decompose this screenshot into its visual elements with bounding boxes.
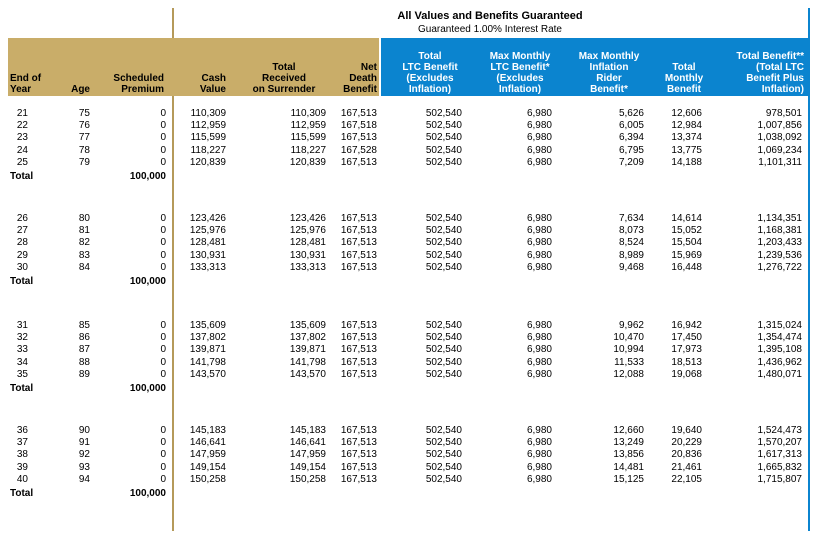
total-benefit-plus-cell: 1,354,474 <box>757 332 802 344</box>
total-ltc-benefit-cell: 502,540 <box>425 213 462 224</box>
total-monthly-benefit-cell: 20,229 <box>671 437 702 449</box>
total-ltc-benefit-cell: 502,540 <box>425 261 462 273</box>
header-max-monthly-ltc: Max Monthly LTC Benefit* (Excludes Inflation) <box>489 51 551 95</box>
cash-value-cell: 130,931 <box>189 249 226 261</box>
total-benefit-plus-cell: 1,570,207 <box>757 437 802 449</box>
total-ltc-benefit-cell: 502,540 <box>425 156 462 168</box>
table-row <box>0 332 830 344</box>
total-received-cell: 146,641 <box>289 437 326 449</box>
max-monthly-ltc-cell: 6,980 <box>526 237 552 249</box>
net-death-benefit-cell: 167,513 <box>340 437 377 449</box>
table-row <box>0 462 830 474</box>
total-ltc-benefit-cell: 502,540 <box>425 473 462 485</box>
table-row <box>0 108 830 120</box>
end-of-year-cell: 39 <box>16 461 28 473</box>
max-monthly-ltc-cell: 6,980 <box>526 225 552 237</box>
scheduled-premium-cell: 0 <box>160 425 166 436</box>
inflation-rider-benefit-cell: 12,088 <box>613 368 644 380</box>
table-title: All Values and Benefits Guaranteed <box>397 10 583 22</box>
end-of-year-cell: 37 <box>16 437 28 449</box>
inflation-rider-benefit-cell: 15,125 <box>613 473 644 485</box>
cash-value-cell: 128,481 <box>189 237 226 249</box>
inflation-rider-benefit-cell: 13,249 <box>613 437 644 449</box>
total-benefit-plus-cell: 1,617,313 <box>757 449 802 461</box>
end-of-year-cell: 36 <box>16 425 28 436</box>
net-death-benefit-cell: 167,513 <box>340 237 377 249</box>
total-benefit-plus-cell: 1,436,962 <box>757 356 802 368</box>
header-end-of-year: End of Year <box>10 73 42 95</box>
cash-value-cell: 115,599 <box>190 132 226 144</box>
net-death-benefit-cell: 167,513 <box>340 332 377 344</box>
total-monthly-benefit-cell: 20,836 <box>671 449 702 461</box>
total-ltc-benefit-cell: 502,540 <box>425 449 462 461</box>
cash-value-cell: 133,313 <box>189 261 226 273</box>
max-monthly-ltc-cell: 6,980 <box>526 344 552 356</box>
total-benefit-plus-cell: 1,038,092 <box>757 132 802 144</box>
total-received-cell: 115,599 <box>290 132 326 144</box>
total-label: Total <box>10 383 34 394</box>
total-received-cell: 125,976 <box>289 225 326 237</box>
total-monthly-benefit-cell: 19,640 <box>671 425 702 436</box>
table-row <box>0 120 830 132</box>
net-death-benefit-cell: 167,513 <box>340 213 377 224</box>
max-monthly-ltc-cell: 6,980 <box>526 332 552 344</box>
total-benefit-plus-cell: 1,134,351 <box>757 213 802 224</box>
end-of-year-cell: 34 <box>16 356 28 368</box>
cash-value-cell: 141,798 <box>189 356 226 368</box>
total-monthly-benefit-cell: 16,448 <box>671 261 702 273</box>
total-received-cell: 112,959 <box>290 120 326 132</box>
total-ltc-benefit-cell: 502,540 <box>425 425 462 436</box>
scheduled-premium-cell: 0 <box>160 237 166 249</box>
inflation-rider-benefit-cell: 5,626 <box>618 108 644 119</box>
scheduled-premium-cell: 0 <box>160 332 166 344</box>
max-monthly-ltc-cell: 6,980 <box>526 108 552 119</box>
scheduled-premium-cell: 0 <box>160 356 166 368</box>
cash-value-cell: 143,570 <box>189 368 226 380</box>
table-row <box>0 344 830 356</box>
age-cell: 90 <box>78 425 90 436</box>
scheduled-premium-cell: 0 <box>160 449 166 461</box>
age-cell: 78 <box>78 144 90 156</box>
net-death-benefit-cell: 167,513 <box>340 344 377 356</box>
inflation-rider-benefit-cell: 14,481 <box>613 461 644 473</box>
age-cell: 82 <box>78 237 90 249</box>
max-monthly-ltc-cell: 6,980 <box>526 449 552 461</box>
total-ltc-benefit-cell: 502,540 <box>425 249 462 261</box>
total-ltc-benefit-cell: 502,540 <box>425 332 462 344</box>
total-monthly-benefit-cell: 12,984 <box>671 120 702 132</box>
end-of-year-cell: 31 <box>16 320 28 331</box>
cash-value-cell: 147,959 <box>189 449 226 461</box>
net-death-benefit-cell: 167,518 <box>340 120 377 132</box>
age-cell: 93 <box>78 461 90 473</box>
total-monthly-benefit-cell: 17,973 <box>671 344 702 356</box>
header-total-benefit-plus-inflation: Total Benefit** (Total LTC Benefit Plus Inflation) <box>736 51 804 95</box>
total-monthly-benefit-cell: 12,606 <box>671 108 702 119</box>
inflation-rider-benefit-cell: 7,634 <box>618 213 644 224</box>
total-benefit-plus-cell: 1,276,722 <box>757 261 802 273</box>
end-of-year-cell: 32 <box>16 332 28 344</box>
header-total-ltc-benefit: Total LTC Benefit (Excludes Inflation) <box>402 51 458 95</box>
total-ltc-benefit-cell: 502,540 <box>425 237 462 249</box>
end-of-year-cell: 35 <box>16 368 28 380</box>
total-monthly-benefit-cell: 15,969 <box>671 249 702 261</box>
total-received-cell: 133,313 <box>289 261 326 273</box>
inflation-rider-benefit-cell: 13,856 <box>613 449 644 461</box>
total-benefit-plus-cell: 1,524,473 <box>757 425 802 436</box>
net-death-benefit-cell: 167,513 <box>340 356 377 368</box>
total-ltc-benefit-cell: 502,540 <box>425 108 462 119</box>
max-monthly-ltc-cell: 6,980 <box>526 261 552 273</box>
inflation-rider-benefit-cell: 8,524 <box>618 237 644 249</box>
total-benefit-plus-cell: 1,665,832 <box>757 461 802 473</box>
age-cell: 75 <box>78 108 90 119</box>
max-monthly-ltc-cell: 6,980 <box>526 368 552 380</box>
inflation-rider-benefit-cell: 7,209 <box>618 156 644 168</box>
end-of-year-cell: 33 <box>16 344 28 356</box>
max-monthly-ltc-cell: 6,980 <box>526 437 552 449</box>
end-of-year-cell: 26 <box>16 213 28 224</box>
net-death-benefit-cell: 167,513 <box>340 368 377 380</box>
total-premium-value: 100,000 <box>129 383 166 394</box>
end-of-year-cell: 28 <box>16 237 28 249</box>
inflation-rider-benefit-cell: 11,533 <box>614 356 644 368</box>
scheduled-premium-cell: 0 <box>160 249 166 261</box>
table-row <box>0 225 830 237</box>
age-cell: 84 <box>78 261 90 273</box>
total-benefit-plus-cell: 1,203,433 <box>757 237 802 249</box>
net-death-benefit-cell: 167,513 <box>340 108 377 119</box>
age-cell: 92 <box>78 449 90 461</box>
total-monthly-benefit-cell: 22,105 <box>671 473 702 485</box>
inflation-rider-benefit-cell: 6,394 <box>618 132 644 144</box>
total-monthly-benefit-cell: 15,052 <box>671 225 702 237</box>
net-death-benefit-cell: 167,513 <box>340 225 377 237</box>
total-received-cell: 130,931 <box>289 249 326 261</box>
total-benefit-plus-cell: 978,501 <box>765 108 802 119</box>
total-benefit-plus-cell: 1,101,311 <box>758 156 802 168</box>
end-of-year-cell: 29 <box>16 249 28 261</box>
max-monthly-ltc-cell: 6,980 <box>526 156 552 168</box>
age-cell: 86 <box>78 332 90 344</box>
net-death-benefit-cell: 167,513 <box>340 249 377 261</box>
table-row <box>0 213 830 225</box>
total-received-cell: 141,798 <box>289 356 326 368</box>
total-ltc-benefit-cell: 502,540 <box>425 344 462 356</box>
max-monthly-ltc-cell: 6,980 <box>526 320 552 331</box>
max-monthly-ltc-cell: 6,980 <box>526 425 552 436</box>
table-row <box>0 237 830 249</box>
total-received-cell: 137,802 <box>289 332 326 344</box>
max-monthly-ltc-cell: 6,980 <box>526 356 552 368</box>
end-of-year-cell: 30 <box>16 261 28 273</box>
scheduled-premium-cell: 0 <box>160 225 166 237</box>
end-of-year-cell: 22 <box>16 120 28 132</box>
net-death-benefit-cell: 167,513 <box>340 132 377 144</box>
end-of-year-cell: 24 <box>16 144 28 156</box>
total-benefit-plus-cell: 1,395,108 <box>757 344 802 356</box>
table-row <box>0 474 830 486</box>
total-monthly-benefit-cell: 19,068 <box>671 368 702 380</box>
max-monthly-ltc-cell: 6,980 <box>526 461 552 473</box>
total-received-cell: 139,871 <box>289 344 326 356</box>
net-death-benefit-cell: 167,513 <box>340 320 377 331</box>
header-cash-value: Cash Value <box>199 73 226 95</box>
cash-value-cell: 137,802 <box>189 332 226 344</box>
cash-value-cell: 118,227 <box>190 144 226 156</box>
total-ltc-benefit-cell: 502,540 <box>425 320 462 331</box>
inflation-rider-benefit-cell: 9,962 <box>618 320 644 331</box>
header-total-received: Total Received on Surrender <box>252 62 316 95</box>
total-ltc-benefit-cell: 502,540 <box>425 225 462 237</box>
net-death-benefit-cell: 167,513 <box>340 156 377 168</box>
total-received-cell: 118,227 <box>290 144 326 156</box>
table-subtitle: Guaranteed 1.00% Interest Rate <box>418 24 562 35</box>
total-received-cell: 120,839 <box>289 156 326 168</box>
total-ltc-benefit-cell: 502,540 <box>425 461 462 473</box>
net-death-benefit-cell: 167,513 <box>340 449 377 461</box>
age-cell: 91 <box>78 437 90 449</box>
scheduled-premium-cell: 0 <box>160 144 166 156</box>
total-monthly-benefit-cell: 15,504 <box>671 237 702 249</box>
inflation-rider-benefit-cell: 6,795 <box>618 144 644 156</box>
end-of-year-cell: 23 <box>16 132 28 144</box>
end-of-year-cell: 21 <box>16 108 28 119</box>
total-label: Total <box>10 171 34 182</box>
max-monthly-ltc-cell: 6,980 <box>526 120 552 132</box>
scheduled-premium-cell: 0 <box>160 261 166 273</box>
net-death-benefit-cell: 167,513 <box>340 261 377 273</box>
age-cell: 87 <box>78 344 90 356</box>
table-row <box>0 437 830 449</box>
end-of-year-cell: 40 <box>16 473 28 485</box>
total-received-cell: 110,309 <box>290 108 326 119</box>
total-monthly-benefit-cell: 14,614 <box>671 213 702 224</box>
header-total-monthly-benefit: Total Monthly Benefit <box>664 62 704 95</box>
header-age: Age <box>71 84 90 95</box>
cash-value-cell: 123,426 <box>189 213 226 224</box>
cash-value-cell: 110,309 <box>190 108 226 119</box>
cash-value-cell: 149,154 <box>189 461 226 473</box>
total-benefit-plus-cell: 1,715,807 <box>757 473 802 485</box>
total-premium-value: 100,000 <box>129 171 166 182</box>
table-row <box>0 145 830 157</box>
inflation-rider-benefit-cell: 8,989 <box>618 249 644 261</box>
end-of-year-cell: 25 <box>16 156 28 168</box>
age-cell: 89 <box>78 368 90 380</box>
total-monthly-benefit-cell: 13,775 <box>671 144 702 156</box>
total-ltc-benefit-cell: 502,540 <box>425 120 462 132</box>
total-premium-value: 100,000 <box>129 276 166 287</box>
total-label: Total <box>10 488 34 499</box>
total-monthly-benefit-cell: 14,188 <box>671 156 702 168</box>
inflation-rider-benefit-cell: 12,660 <box>613 425 644 436</box>
total-benefit-plus-cell: 1,480,071 <box>757 368 802 380</box>
table-row <box>0 262 830 274</box>
end-of-year-cell: 38 <box>16 449 28 461</box>
total-monthly-benefit-cell: 18,513 <box>671 356 702 368</box>
cash-value-cell: 139,871 <box>189 344 226 356</box>
age-cell: 81 <box>78 225 90 237</box>
inflation-rider-benefit-cell: 9,468 <box>618 261 644 273</box>
scheduled-premium-cell: 0 <box>160 108 166 119</box>
table-row <box>0 132 830 144</box>
scheduled-premium-cell: 0 <box>160 461 166 473</box>
total-received-cell: 150,258 <box>289 473 326 485</box>
age-cell: 79 <box>78 156 90 168</box>
total-monthly-benefit-cell: 21,461 <box>671 461 702 473</box>
max-monthly-ltc-cell: 6,980 <box>526 132 552 144</box>
cash-value-cell: 112,959 <box>190 120 226 132</box>
inflation-rider-benefit-cell: 6,005 <box>618 120 644 132</box>
scheduled-premium-cell: 0 <box>160 344 166 356</box>
total-received-cell: 145,183 <box>289 425 326 436</box>
max-monthly-ltc-cell: 6,980 <box>526 144 552 156</box>
end-of-year-cell: 27 <box>16 225 28 237</box>
total-monthly-benefit-cell: 13,374 <box>671 132 702 144</box>
total-label: Total <box>10 276 34 287</box>
total-monthly-benefit-cell: 16,942 <box>671 320 702 331</box>
age-cell: 88 <box>78 356 90 368</box>
total-received-cell: 123,426 <box>289 213 326 224</box>
header-max-monthly-inflation: Max Monthly Inflation Rider Benefit* <box>578 51 640 95</box>
age-cell: 83 <box>78 249 90 261</box>
table-row <box>0 157 830 169</box>
total-received-cell: 147,959 <box>289 449 326 461</box>
table-row <box>0 320 830 332</box>
header-net-death-benefit: Net Death Benefit <box>343 62 377 95</box>
table-row <box>0 425 830 437</box>
table-row <box>0 250 830 262</box>
total-received-cell: 135,609 <box>289 320 326 331</box>
total-ltc-benefit-cell: 502,540 <box>425 356 462 368</box>
net-death-benefit-cell: 167,513 <box>340 425 377 436</box>
total-ltc-benefit-cell: 502,540 <box>425 437 462 449</box>
total-benefit-plus-cell: 1,168,381 <box>757 225 802 237</box>
scheduled-premium-cell: 0 <box>160 156 166 168</box>
scheduled-premium-cell: 0 <box>160 473 166 485</box>
total-received-cell: 128,481 <box>289 237 326 249</box>
max-monthly-ltc-cell: 6,980 <box>526 249 552 261</box>
age-cell: 77 <box>78 132 90 144</box>
total-benefit-plus-cell: 1,315,024 <box>757 320 802 331</box>
age-cell: 76 <box>78 120 90 132</box>
total-received-cell: 143,570 <box>289 368 326 380</box>
scheduled-premium-cell: 0 <box>160 120 166 132</box>
table-row <box>0 357 830 369</box>
cash-value-cell: 120,839 <box>189 156 226 168</box>
cash-value-cell: 125,976 <box>189 225 226 237</box>
inflation-rider-benefit-cell: 10,470 <box>613 332 644 344</box>
table-row <box>0 449 830 461</box>
cash-value-cell: 145,183 <box>189 425 226 436</box>
scheduled-premium-cell: 0 <box>160 213 166 224</box>
total-ltc-benefit-cell: 502,540 <box>425 132 462 144</box>
cash-value-cell: 146,641 <box>189 437 226 449</box>
total-ltc-benefit-cell: 502,540 <box>425 368 462 380</box>
scheduled-premium-cell: 0 <box>160 437 166 449</box>
max-monthly-ltc-cell: 6,980 <box>526 473 552 485</box>
total-received-cell: 149,154 <box>289 461 326 473</box>
header-scheduled-premium: Scheduled Premium <box>113 73 164 95</box>
total-ltc-benefit-cell: 502,540 <box>425 144 462 156</box>
table-row <box>0 369 830 381</box>
total-monthly-benefit-cell: 17,450 <box>671 332 702 344</box>
net-death-benefit-cell: 167,528 <box>340 144 377 156</box>
scheduled-premium-cell: 0 <box>160 368 166 380</box>
age-cell: 80 <box>78 213 90 224</box>
max-monthly-ltc-cell: 6,980 <box>526 213 552 224</box>
total-premium-value: 100,000 <box>129 488 166 499</box>
inflation-rider-benefit-cell: 10,994 <box>613 344 644 356</box>
scheduled-premium-cell: 0 <box>160 132 166 144</box>
cash-value-cell: 135,609 <box>189 320 226 331</box>
net-death-benefit-cell: 167,513 <box>340 473 377 485</box>
age-cell: 85 <box>78 320 90 331</box>
inflation-rider-benefit-cell: 8,073 <box>618 225 644 237</box>
age-cell: 94 <box>78 473 90 485</box>
total-benefit-plus-cell: 1,239,536 <box>757 249 802 261</box>
net-death-benefit-cell: 167,513 <box>340 461 377 473</box>
cash-value-cell: 150,258 <box>189 473 226 485</box>
total-benefit-plus-cell: 1,007,856 <box>757 120 802 132</box>
scheduled-premium-cell: 0 <box>160 320 166 331</box>
total-benefit-plus-cell: 1,069,234 <box>757 144 802 156</box>
